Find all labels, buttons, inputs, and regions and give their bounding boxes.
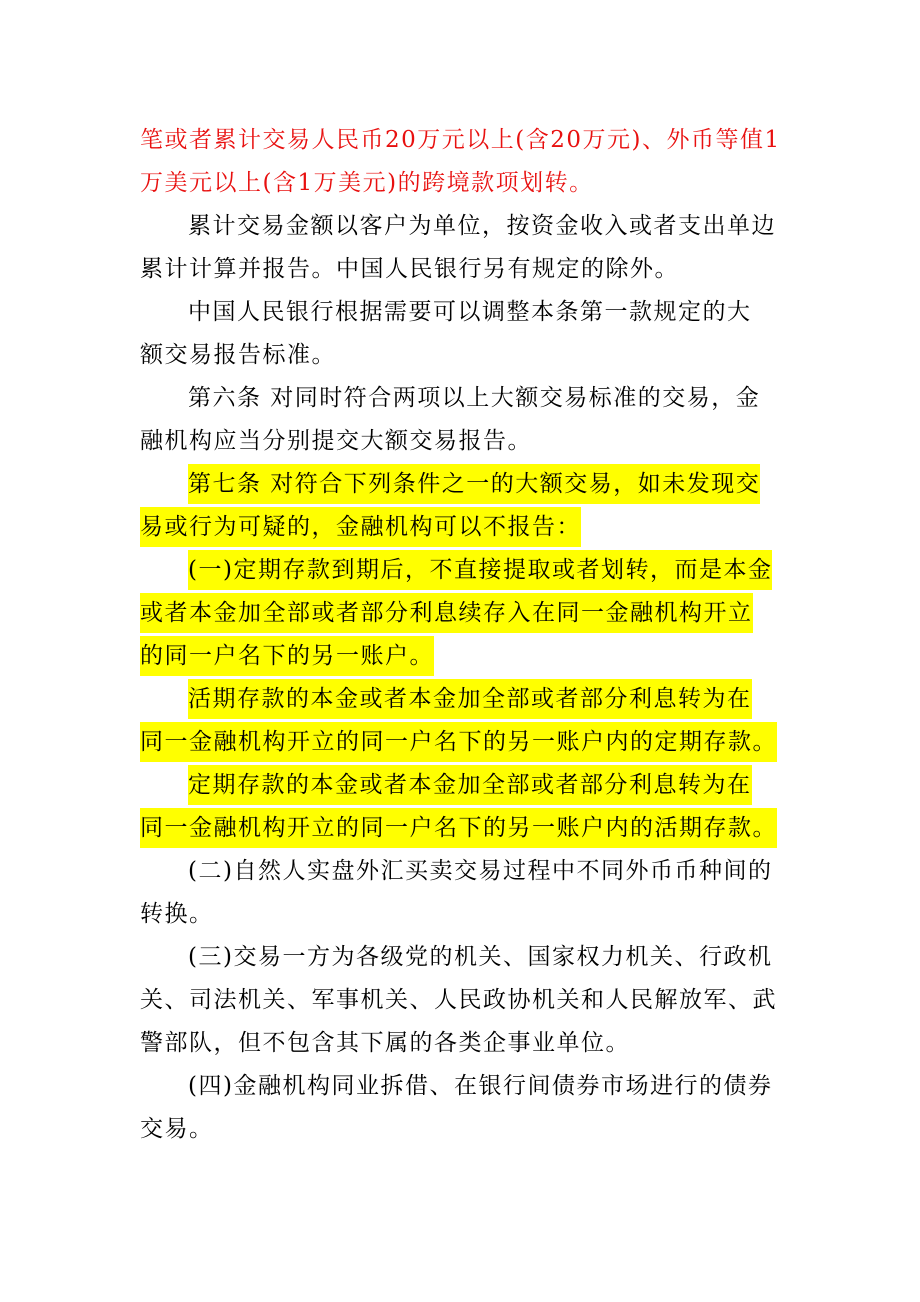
text-line: 交易。: [140, 1116, 214, 1142]
highlighted-line: (一)定期存款到期后，不直接提取或者划转，而是本金: [188, 550, 772, 590]
paragraph-line: (三)交易一方为各级党的机关、国家权力机关、行政机: [188, 944, 773, 970]
highlighted-line: 或者本金加全部或者部分利息续存入在同一金融机构开立: [140, 593, 753, 633]
highlighted-line: 同一金融机构开立的同一户名下的另一账户内的活期存款。: [140, 808, 777, 848]
highlighted-line: 活期存款的本金或者本金加全部或者部分利息转为在: [188, 679, 752, 719]
article-7-line: 第七条 对符合下列条件之一的大额交易，如未发现交: [188, 464, 760, 504]
highlighted-line: 的同一户名下的另一账户。: [140, 636, 434, 676]
paragraph-line: 累计交易金额以客户为单位，按资金收入或者支出单边: [188, 213, 776, 239]
text-line: 警部队，但不包含其下属的各类企事业单位。: [140, 1030, 630, 1056]
paragraph-line: (四)金融机构同业拆借、在银行间债券市场进行的债券: [188, 1073, 773, 1099]
text-line: 万美元以上(含1万美元)的跨境款项划转。: [140, 170, 594, 196]
text-line: 额交易报告标准。: [140, 342, 336, 368]
highlighted-line: 易或行为可疑的，金融机构可以不报告：: [140, 507, 581, 547]
highlighted-line: 定期存款的本金或者本金加全部或者部分利息转为在: [188, 765, 752, 805]
highlighted-line: 同一金融机构开立的同一户名下的另一账户内的定期存款。: [140, 722, 777, 762]
text-line: 融机构应当分别提交大额交易报告。: [140, 428, 532, 454]
text-line: 关、司法机关、军事机关、人民政协机关和人民解放军、武: [140, 987, 777, 1013]
paragraph-line: 中国人民银行根据需要可以调整本条第一款规定的大: [188, 299, 752, 325]
article-6-line: 第六条 对同时符合两项以上大额交易标准的交易，金: [188, 385, 761, 411]
text-line: 累计计算并报告。中国人民银行另有规定的除外。: [140, 256, 679, 282]
text-line: 笔或者累计交易人民币20万元以上(含20万元)、外币等值1: [140, 127, 781, 153]
text-line: 转换。: [140, 901, 214, 927]
paragraph-line: (二)自然人实盘外汇买卖交易过程中不同外币币种间的: [188, 858, 773, 884]
